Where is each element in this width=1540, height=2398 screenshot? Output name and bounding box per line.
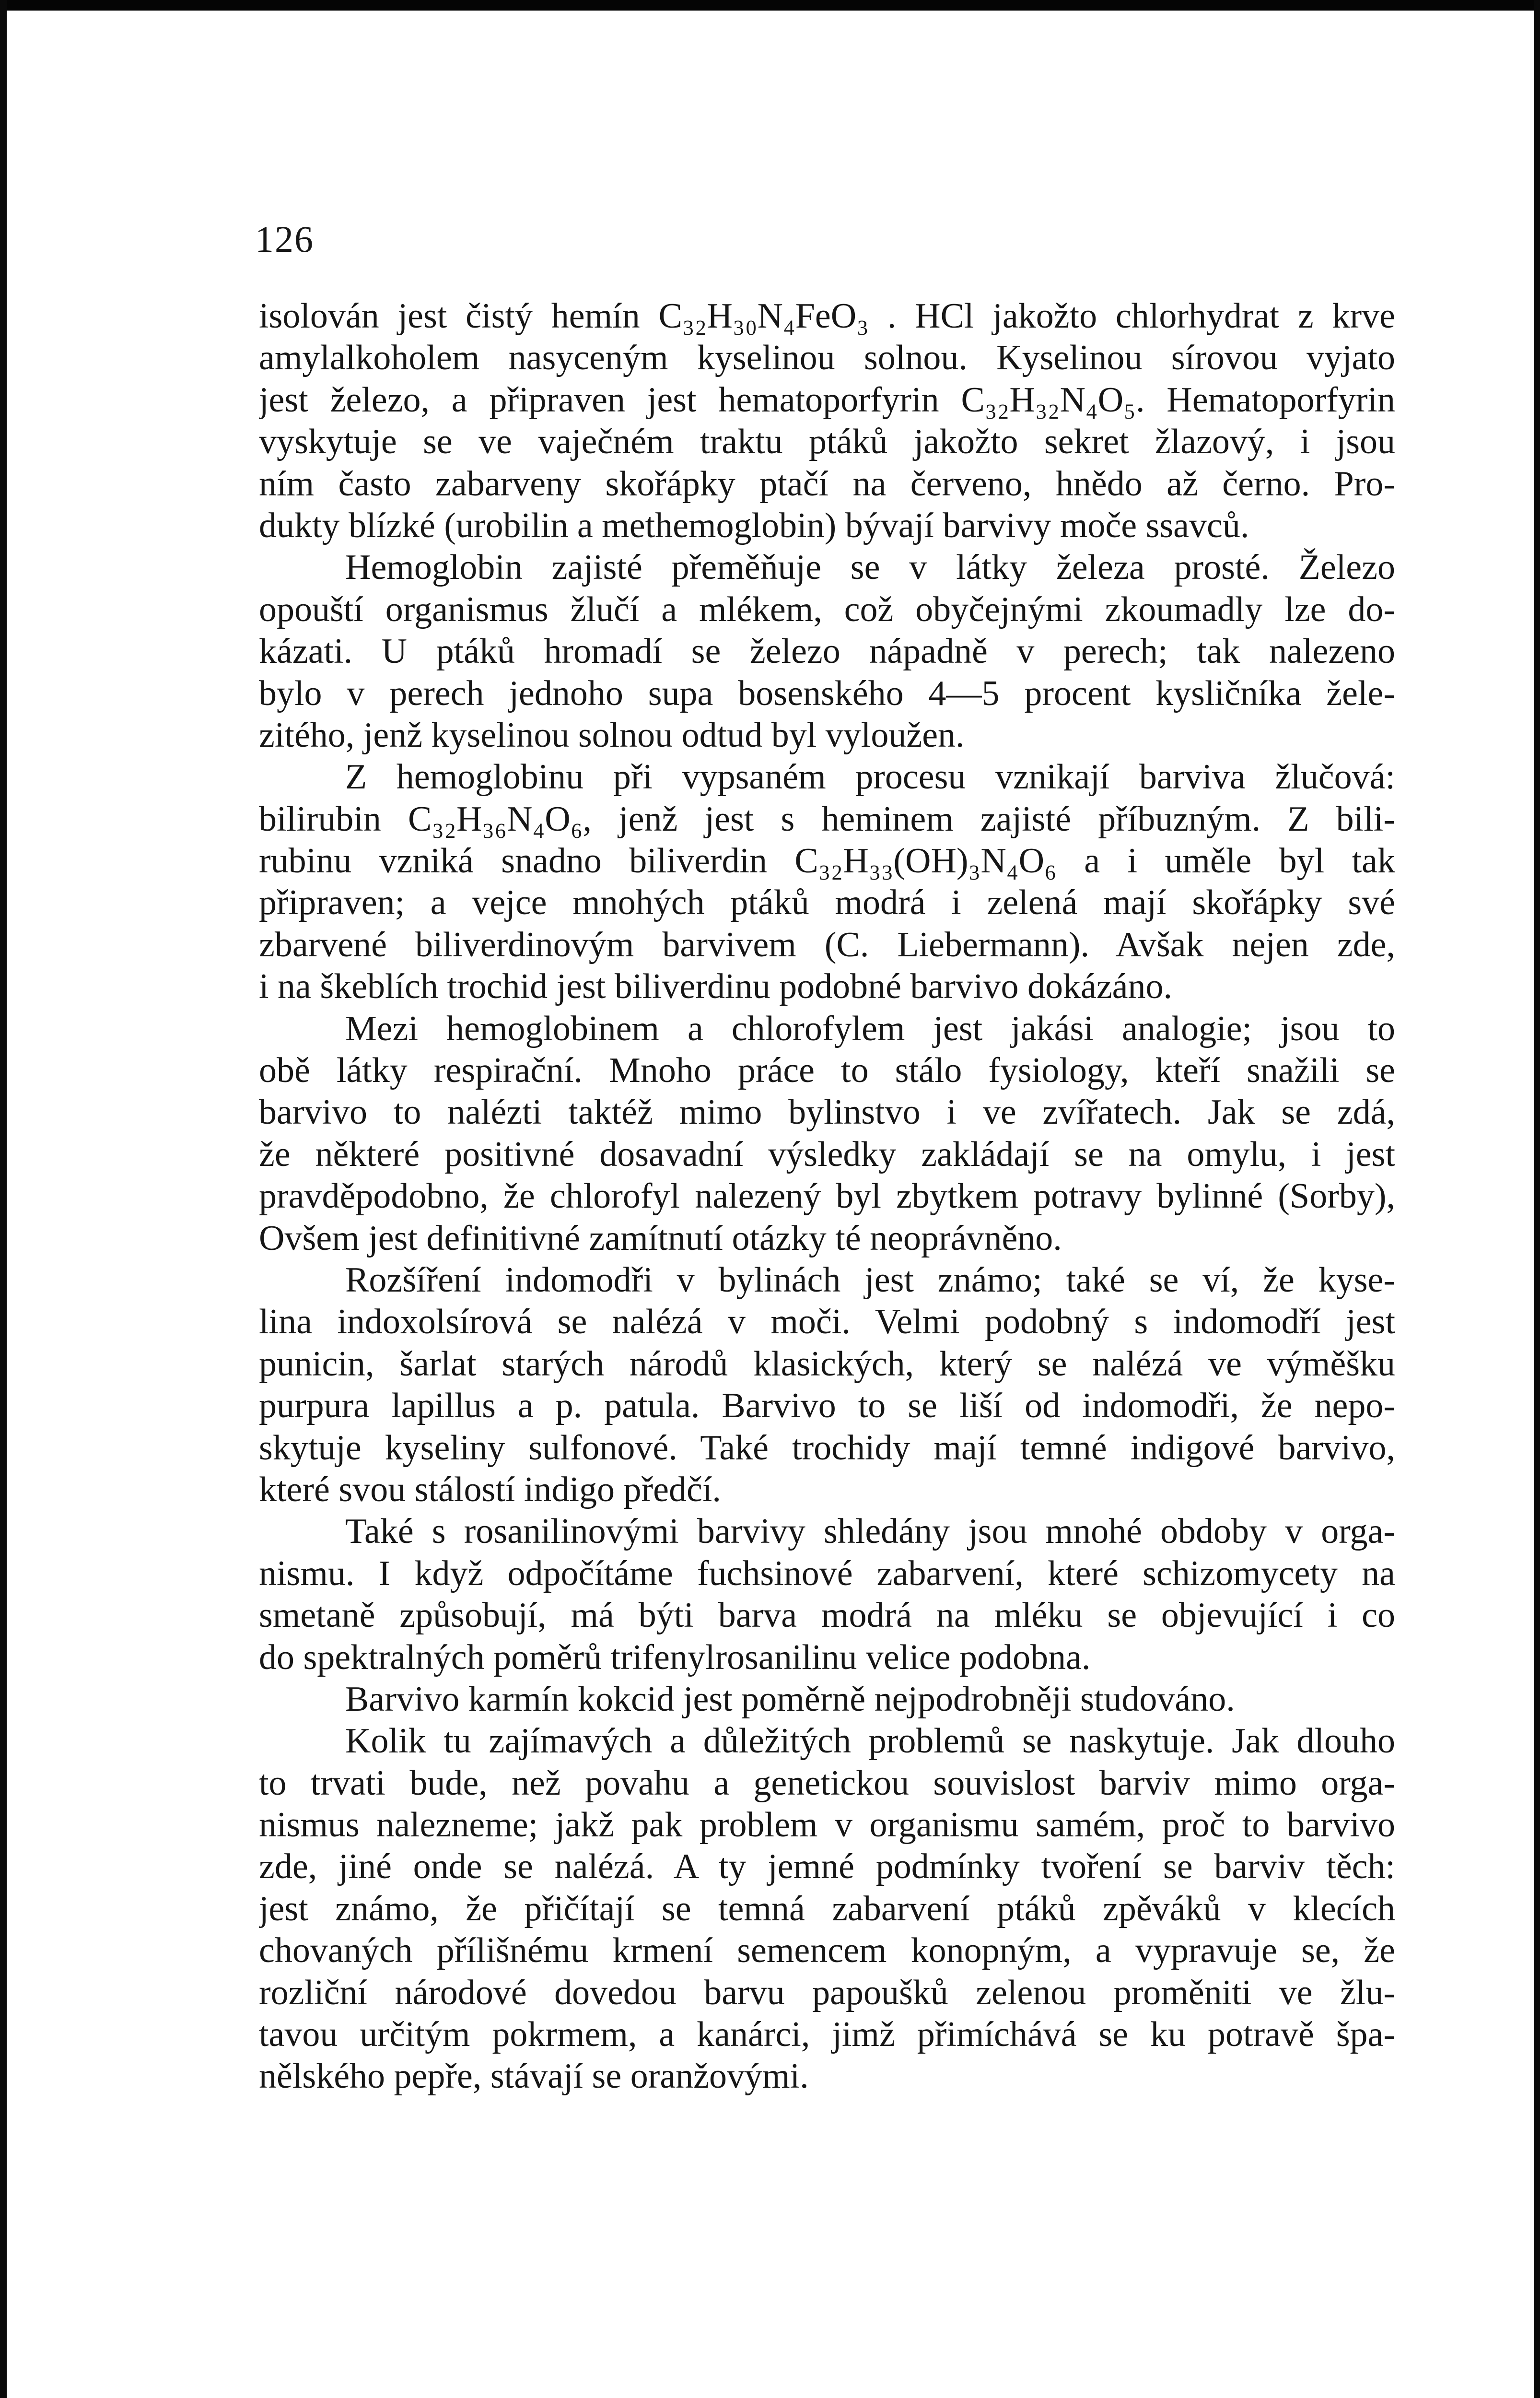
text-line: bylo v perech jednoho supa bosenského 4—5 procent kysličníka žele- [259,673,1395,713]
text-line: vyskytuje se ve vaječném traktu ptáků jakožto sekret žlazový, i jsou [259,422,1395,462]
text-line: i na škeblích trochid jest biliverdinu podobné barvivo dokázáno. [259,967,1173,1007]
text-line: punicin, šarlat starých národů klasických, který se nalézá ve výměšku [259,1344,1395,1384]
scan-border-left [0,0,7,2398]
body-text [259,295,1395,2098]
text-line: chovaných přílišnému krmení semencem konopným, a vypravuje se, že [259,1931,1395,1971]
text-line: to trvati bude, než povahu a genetickou souvislost barviv mimo orga- [259,1763,1395,1803]
text-line: amylalkoholem nasyceným kyselinou solnou. Kyselinou sírovou vyjato [259,338,1395,378]
text-line: Kolik tu zajímavých a důležitých problemů se naskytuje. Jak dlouho [345,1721,1395,1761]
text-line: jest známo, že přičítají se temná zabarvení ptáků zpěváků v klecích [259,1889,1395,1928]
text-line: tavou určitým pokrmem, a kanárci, jimž přimíchává se ku potravě špa- [259,2015,1395,2055]
text-line: isolován jest čistý hemín C₃₂H₃₀N₄FeO₃ . HCl jakožto chlorhydrat z krve [259,296,1395,336]
text-line: pravděpodobno, že chlorofyl nalezený byl zbytkem potravy bylinné (Sorby), [259,1176,1395,1216]
text-line: rubinu vzniká snadno biliverdin C₃₂H₃₃(OH)₃N₄O₆ a i uměle byl tak [259,841,1395,881]
page-number: 126 [255,218,314,260]
text-line: barvivo to nalézti taktéž mimo bylinstvo i ve zvířatech. Jak se zdá, [259,1093,1395,1132]
text-line: obě látky respirační. Mnoho práce to stálo fysiology, kteří snažili se [259,1051,1395,1091]
text-line: Z hemoglobinu při vypsaném procesu vznikají barviva žlučová: [345,757,1395,797]
text-line: lina indoxolsírová se nalézá v moči. Velmi podobný s indomodří jest [259,1302,1395,1342]
text-line: které svou stálostí indigo předčí. [259,1469,721,1509]
text-line: Mezi hemoglobinem a chlorofylem jest jakási analogie; jsou to [345,1009,1395,1048]
text-line: zitého, jenž kyselinou solnou odtud byl vyloužen. [259,715,965,755]
text-line: Hemoglobin zajisté přeměňuje se v látky železa prosté. Železo [345,548,1395,588]
text-line: do spektralných poměrů trifenylrosanilinu velice podobna. [259,1637,1091,1677]
text-line: nismus nalezneme; jakž pak problem v organismu samém, proč to barvivo [259,1805,1395,1845]
text-line: jest železo, a připraven jest hematoporfyrin C₃₂H₃₂N₄O₅. Hematoporfyrin [259,380,1395,420]
text-line: kázati. U ptáků hromadí se železo nápadně v perech; tak nalezeno [259,632,1395,671]
text-line: dukty blízké (urobilin a methemoglobin) bývají barvivy moče ssavců. [259,505,1249,545]
text-line: že některé positivné dosavadní výsledky zakládají se na omylu, i jest [259,1134,1395,1174]
scan-border-top [0,0,1540,11]
text-line: Také s rosanilinovými barvivy shledány jsou mnohé obdoby v orga- [345,1512,1395,1552]
text-line: zbarvené biliverdinovým barvivem (C. Liebermann). Avšak nejen zde, [259,925,1395,964]
text-line: Rozšíření indomodři v bylinách jest známo; také se ví, že kyse- [345,1260,1395,1300]
text-line: smetaně způsobují, má býti barva modrá na mléku se objevující i co [259,1596,1395,1635]
text-line: nismu. I když odpočítáme fuchsinové zabarvení, které schizomycety na [259,1553,1395,1593]
text-line: bilirubin C₃₂H₃₆N₄O₆, jenž jest s heminem zajisté příbuzným. Z bili- [259,799,1395,839]
text-line: opouští organismus žlučí a mlékem, což obyčejnými zkoumadly lze do- [259,589,1395,629]
text-line: rozliční národové dovedou barvu papoušků zelenou proměniti ve žlu- [259,1973,1395,2012]
text-line: purpura lapillus a p. patula. Barvivo to se liší od indomodři, že nepo- [259,1386,1395,1426]
text-line: připraven; a vejce mnohých ptáků modrá i zelená mají skořápky své [259,883,1395,923]
text-line: ním často zabarveny skořápky ptačí na červeno, hnědo až černo. Pro- [259,464,1395,504]
text-line: Ovšem jest definitivné zamítnutí otázky té neoprávněno. [259,1218,1062,1258]
text-line: nělského pepře, stávají se oranžovými. [259,2057,809,2096]
scan-border-right [1534,0,1540,2398]
text-line: zde, jiné onde se nalézá. A ty jemné podmínky tvoření se barviv těch: [259,1847,1395,1887]
text-line: skytuje kyseliny sulfonové. Také trochidy mají temné indigové barvivo, [259,1428,1395,1468]
text-line: Barvivo karmín kokcid jest poměrně nejpodrobněji studováno. [345,1679,1235,1719]
